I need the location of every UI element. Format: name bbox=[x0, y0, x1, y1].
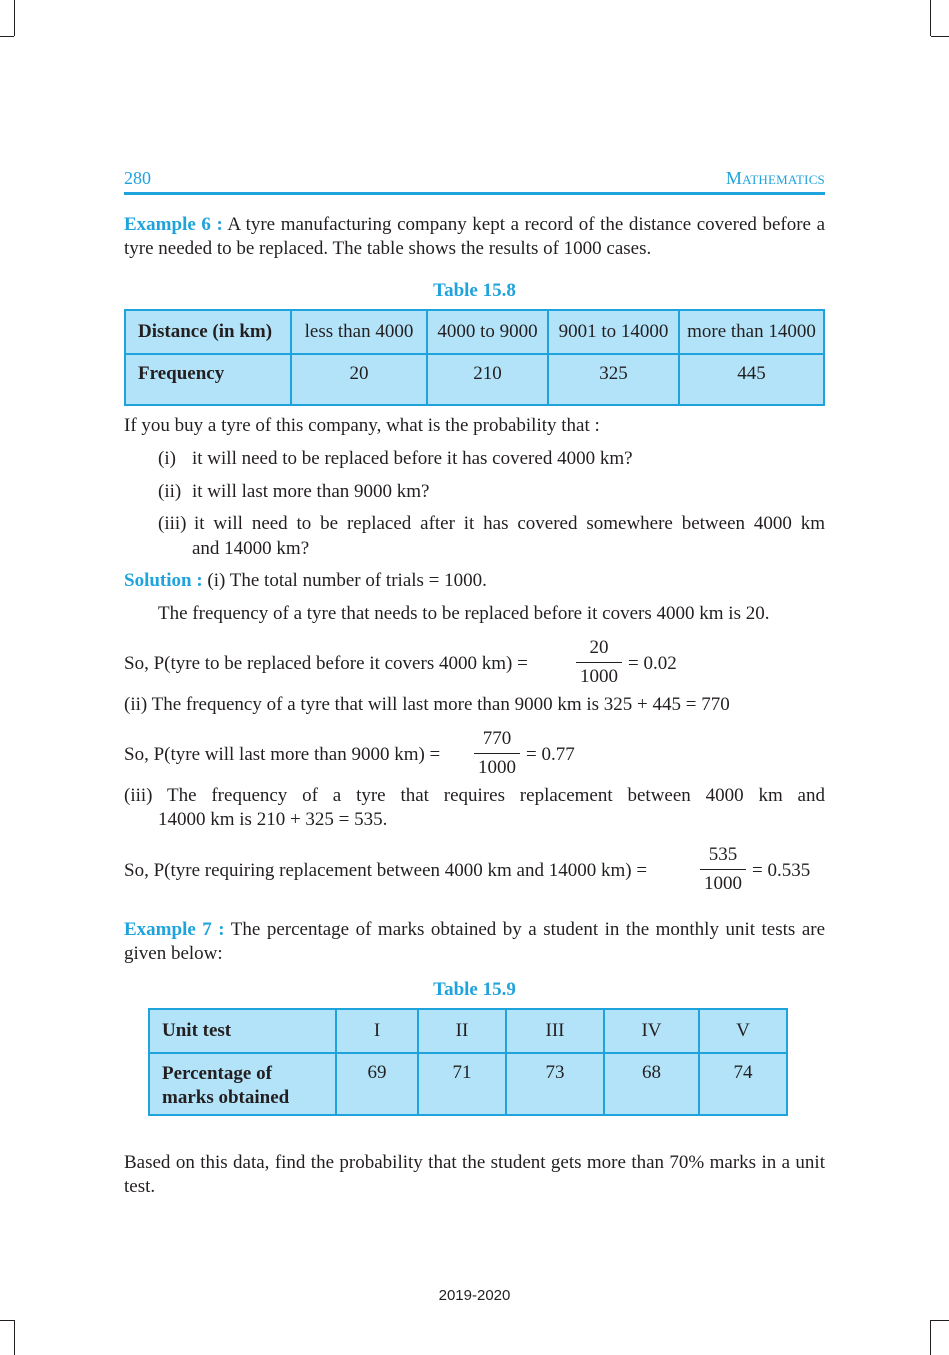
table-cell: 69 bbox=[336, 1053, 418, 1115]
table-cell: 20 bbox=[291, 354, 427, 405]
fraction-numerator: 535 bbox=[700, 843, 746, 870]
example-7-text: The percentage of marks obtained by a student in the monthly unit tests are given below: bbox=[124, 919, 826, 964]
example-6-label: Example 6 : bbox=[124, 214, 223, 235]
probability-3-fraction bbox=[700, 843, 746, 896]
running-title: Mathematics bbox=[725, 168, 825, 188]
page-footer: 2019-2020 bbox=[438, 1287, 511, 1304]
table-cell: 325 bbox=[548, 354, 679, 405]
page-number: 280 bbox=[124, 168, 151, 188]
crop-mark bbox=[931, 36, 949, 37]
table-15-9-title: Table 15.9 bbox=[433, 979, 516, 1000]
table-cell: IV bbox=[604, 1009, 699, 1053]
table-cell: more than 14000 bbox=[679, 310, 824, 354]
solution-line-1 bbox=[124, 569, 487, 593]
crop-mark bbox=[931, 1320, 949, 1321]
table-cell: 73 bbox=[506, 1053, 604, 1115]
fraction-denominator: 1000 bbox=[580, 666, 618, 687]
table-cell: 9001 to 14000 bbox=[548, 310, 679, 354]
crop-mark bbox=[930, 0, 931, 36]
probability-1-prefix: So, P(tyre to be replaced before it covers 4000 km) = bbox=[124, 653, 528, 674]
question-item-number: (iii) bbox=[158, 513, 187, 534]
probability-2-prefix: So, P(tyre will last more than 9000 km) = bbox=[124, 744, 441, 765]
crop-mark bbox=[0, 36, 14, 37]
crop-mark bbox=[14, 1320, 15, 1355]
table-cell: 445 bbox=[679, 354, 824, 405]
probability-3-result: = 0.535 bbox=[752, 860, 811, 881]
example-7-paragraph bbox=[124, 918, 825, 966]
solution-line-4-continued: 14000 km is 210 + 325 = 535. bbox=[158, 809, 388, 830]
row-header-line: marks obtained bbox=[162, 1087, 290, 1108]
probability-1-result: = 0.02 bbox=[628, 653, 677, 674]
table-cell: 4000 to 9000 bbox=[427, 310, 548, 354]
example-7-label: Example 7 : bbox=[124, 919, 225, 940]
closing-paragraph: Based on this data, find the probability that the student gets more than 70% marks in a unit test. bbox=[124, 1152, 825, 1197]
probability-3-prefix: So, P(tyre requiring replacement between 4000 km and 14000 km) = bbox=[124, 860, 648, 881]
table-cell: 71 bbox=[418, 1053, 506, 1115]
fraction-denominator: 1000 bbox=[704, 873, 742, 894]
table-cell: 210 bbox=[427, 354, 548, 405]
header-rule bbox=[124, 192, 825, 195]
table-15-8 bbox=[124, 309, 825, 406]
example-6-text: A tyre manufacturing company kept a record of the distance covered before a tyre needed to be replaced. The table shows the results of 1000 cases. bbox=[124, 214, 825, 259]
table-row-header bbox=[149, 1053, 336, 1115]
solution-label: Solution : bbox=[124, 570, 203, 591]
table-cell: 74 bbox=[699, 1053, 787, 1115]
table-row-header: Frequency bbox=[125, 354, 291, 405]
question-intro: If you buy a tyre of this company, what is the probability that : bbox=[124, 415, 600, 436]
crop-mark bbox=[930, 1320, 931, 1355]
question-item-text: it will need to be replaced before it has covered 4000 km? bbox=[192, 448, 633, 469]
page-header bbox=[124, 168, 825, 190]
table-15-8-title: Table 15.8 bbox=[433, 280, 516, 301]
table-cell: II bbox=[418, 1009, 506, 1053]
example-6-paragraph bbox=[124, 213, 825, 261]
probability-2-fraction bbox=[474, 727, 520, 780]
table-cell: 68 bbox=[604, 1053, 699, 1115]
probability-1-fraction bbox=[576, 636, 622, 689]
solution-line-4: (iii) The frequency of a tyre that requires replacement between 4000 km and bbox=[124, 785, 825, 806]
question-item-text-continued: and 14000 km? bbox=[192, 538, 310, 559]
table-cell: I bbox=[336, 1009, 418, 1053]
table-15-9 bbox=[148, 1008, 788, 1116]
fraction-numerator: 770 bbox=[474, 727, 520, 754]
crop-mark bbox=[0, 1320, 14, 1321]
solution-line-3: (ii) The frequency of a tyre that will last more than 9000 km is 325 + 445 = 770 bbox=[124, 694, 730, 715]
row-header-line: Percentage of bbox=[162, 1063, 272, 1084]
probability-2-result: = 0.77 bbox=[526, 744, 575, 765]
question-item-text: it will last more than 9000 km? bbox=[192, 481, 430, 502]
table-cell: less than 4000 bbox=[291, 310, 427, 354]
question-item-text: it will need to be replaced after it has covered somewhere between 4000 km bbox=[194, 513, 825, 534]
table-row-header: Unit test bbox=[149, 1009, 336, 1053]
fraction-denominator: 1000 bbox=[478, 757, 516, 778]
fraction-numerator: 20 bbox=[576, 636, 622, 663]
table-cell: V bbox=[699, 1009, 787, 1053]
table-row-header: Distance (in km) bbox=[125, 310, 291, 354]
question-item-number: (ii) bbox=[158, 481, 182, 502]
solution-line-2: The frequency of a tyre that needs to be replaced before it covers 4000 km is 20. bbox=[158, 603, 770, 624]
question-item-number: (i) bbox=[158, 448, 176, 469]
table-cell: III bbox=[506, 1009, 604, 1053]
solution-text: (i) The total number of trials = 1000. bbox=[202, 570, 487, 591]
crop-mark bbox=[14, 0, 15, 36]
